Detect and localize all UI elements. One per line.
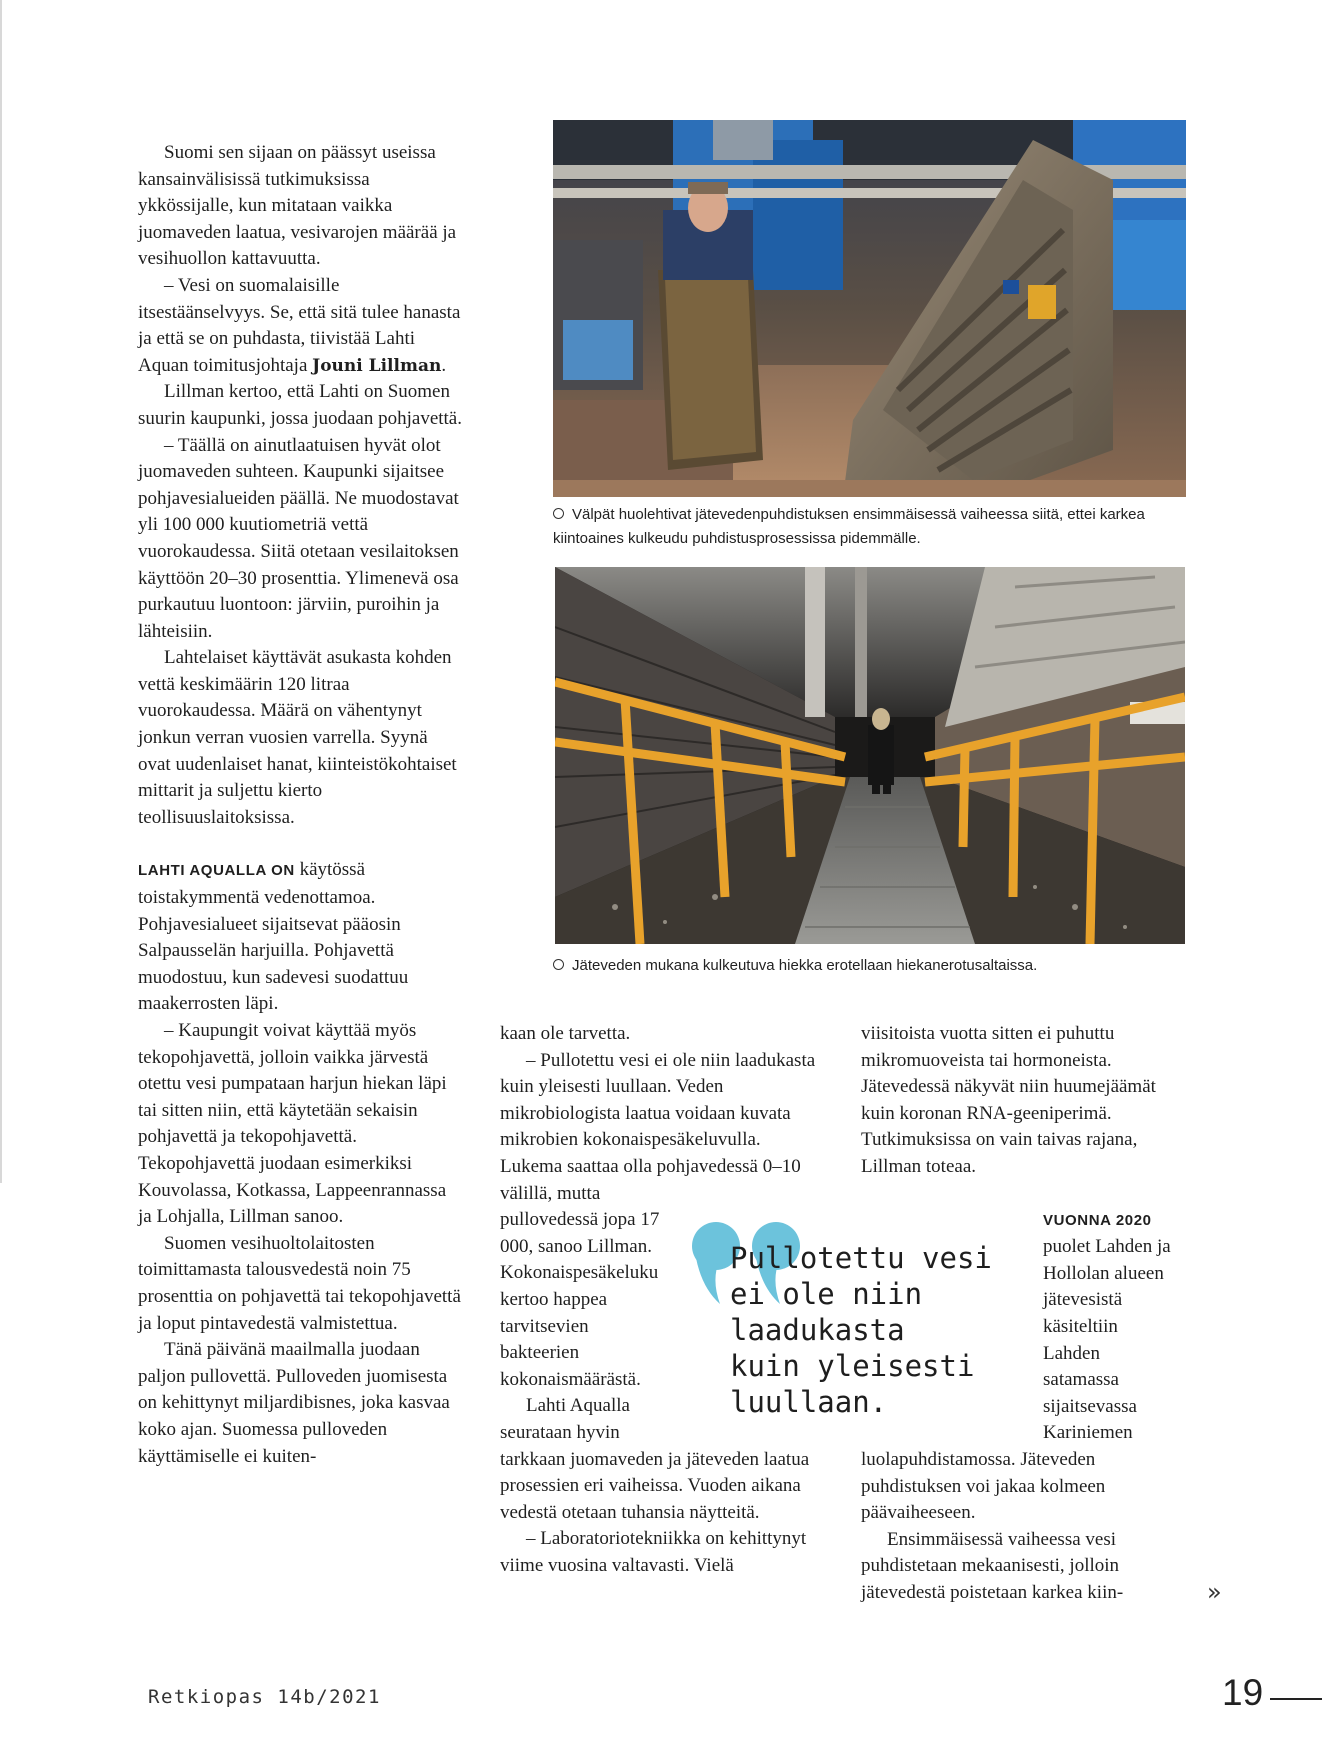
- caption-bullet-icon: [553, 959, 564, 970]
- paragraph: Ensimmäisessä vaiheessa vesi puhdistetaan mekaanisesti, jolloin jätevedestä poistetaan karkea kiin-: [861, 1528, 1124, 1603]
- photo-screening-machine: [553, 120, 1186, 497]
- photo-screening-machine-image: [553, 120, 1186, 497]
- paragraph: – Laboratoriotekniikka on kehittynyt viime vuosina valtavasti. Vielä: [500, 1528, 807, 1576]
- pull-quote: Pullotettu vesi ei ole niin laadukasta kuin yleisesti luullaan.: [730, 1241, 992, 1419]
- paragraph: Suomi sen sijaan on päässyt useissa kansainvälisissä tutkimuksissa ykkössijalle, kun mitataan vaikka juomaveden laatua, vesivarojen määrää ja vesihuollon kattavuutta.: [138, 142, 457, 270]
- page-edge-rule: [0, 0, 2, 1183]
- paragraph: – Pullotettu vesi ei ole niin laadukasta kuin yleisesti luullaan. Veden mikrobiologista laatua voidaan kuvata mikrobien kokonaispesäkeluvulla. Lukema saattaa olla pohjavedessä 0–10 välillä, mutta: [500, 1049, 816, 1204]
- section-lead: LAHTI AQUALLA ON: [138, 862, 295, 880]
- photo-caption-1: Välpät huolehtivat jätevedenpuhdistuksen ensimmäisessä vaiheessa siitä, ettei karkea kiintoaines kulkeudu puhdistusprosessissa pidemmälle.: [553, 506, 1145, 547]
- paragraph: luolapuhdistamossa. Jäteveden puhdistuksen voi jakaa kolmeen päävaiheeseen.: [861, 1448, 1106, 1524]
- paragraph: Lillman kertoo, että Lahti on Suomen suurin kaupunki, jossa juodaan pohjavettä.: [138, 381, 462, 429]
- photo-sand-separation-tunnel-image: [555, 567, 1185, 944]
- text-column-1: [138, 140, 462, 1470]
- paragraph: Lahtelaiset käyttävät asukasta kohden vettä keskimäärin 120 litraa vuorokaudessa. Määrä on vähentynyt jonkun verran vuosien varrella. Syynä ovat uudenlaiset hanat, kiinteistökohtaiset mittarit ja suljettu kierto teollisuuslaitoksissa.: [138, 647, 457, 828]
- section-lead: VUONNA 2020: [1043, 1211, 1152, 1229]
- interviewee-name: Jouni Lillman: [312, 355, 442, 376]
- paragraph: kaan ole tarvetta.: [500, 1023, 631, 1044]
- paragraph: Lahti Aqualla seurataan hyvin: [500, 1395, 630, 1443]
- paragraph: viisitoista vuotta sitten ei puhuttu mikromuoveista tai hormoneista. Jätevedessä näkyvät niin huumejäämät kuin koronan RNA-geeniperimä. Tutkimuksissa on vain taivas rajana, Lillman toteaa.: [861, 1023, 1156, 1177]
- paragraph: – Täällä on ainutlaatuisen hyvät olot juomaveden suhteen. Kaupunki sijaitsee pohjavesialueiden päällä. Ne muodostavat yli 100 000 kuutiometriä vettä vuorokaudessa. Siitä otetaan vesilaitoksen käyttöön 20–30 prosenttia. Ylimenevä osa purkautuu luontoon: järviin, puroihin ja lähteisiin.: [138, 434, 459, 642]
- page-number-rule: [1270, 1698, 1322, 1700]
- photo-caption-2: Jäteveden mukana kulkeutuva hiekka erotellaan hiekanerotusaltaissa.: [553, 954, 1193, 978]
- paragraph: Tänä päivänä maailmalla juodaan paljon pullovettä. Pulloveden juomisesta on kehittynyt miljardibisnes, joka kasvaa koko ajan. Suomessa pulloveden käyttämiselle ei kuiten-: [138, 1339, 450, 1467]
- continue-arrow-icon: »: [1207, 1578, 1222, 1606]
- paragraph: pullovedessä jopa 17 000, sanoo Lillman. Kokonaispesäkeluku kertoo happea tarvitsevien bakteerien kokonaismäärästä.: [500, 1209, 660, 1390]
- paragraph: LAHTI AQUALLA ON käytössä toistakymmentä vedenottamoa. Pohjavesialueet sijaitsevat pääosin Salpausselän harjuilla. Pohjavettä muodostuu, kun sadevesi suodattuu maakerrosten läpi.: [138, 859, 409, 1015]
- paragraph: VUONNA 2020 puolet Lahden ja Hollolan alueen jätevesistä käsiteltiin Lahden satamassa sijaitsevassa Kariniemen: [1043, 1211, 1171, 1444]
- photo-sand-separation-tunnel: [555, 567, 1185, 944]
- caption-bullet-icon: [553, 508, 564, 519]
- paragraph: – Vesi on suomalaisille itsestäänselvyys. Se, että sitä tulee hanasta ja että se on puhdasta, tiivistää Lahti Aquan toimitusjohtaja Jouni Lillman.: [138, 274, 461, 376]
- paragraph: tarkkaan juomaveden ja jäteveden laatua prosessien eri vaiheissa. Vuoden aikana vedestä otetaan tuhansia näytteitä.: [500, 1448, 810, 1523]
- paragraph: Suomen vesihuoltolaitosten toimittamasta talousvedestä noin 75 prosenttia on pohjavettä tai tekopohjavettä ja loput pintavedestä valmistettua.: [138, 1232, 461, 1334]
- page-number: 19: [1222, 1672, 1264, 1713]
- paragraph: – Kaupungit voivat käyttää myös tekopohjavettä, jolloin vaikka järvestä otettu vesi pumpataan harjun hiekan läpi tai sitten niin, että käytetään sekaisin pohjavettä ja tekopohjavettä. Tekopohjavettä juodaan esimerkiksi Kouvolassa, Kotkassa, Lappeenrannassa ja Lohjalla, Lillman sanoo.: [138, 1020, 447, 1228]
- magazine-issue: Retkiopas 14b/2021: [148, 1686, 381, 1708]
